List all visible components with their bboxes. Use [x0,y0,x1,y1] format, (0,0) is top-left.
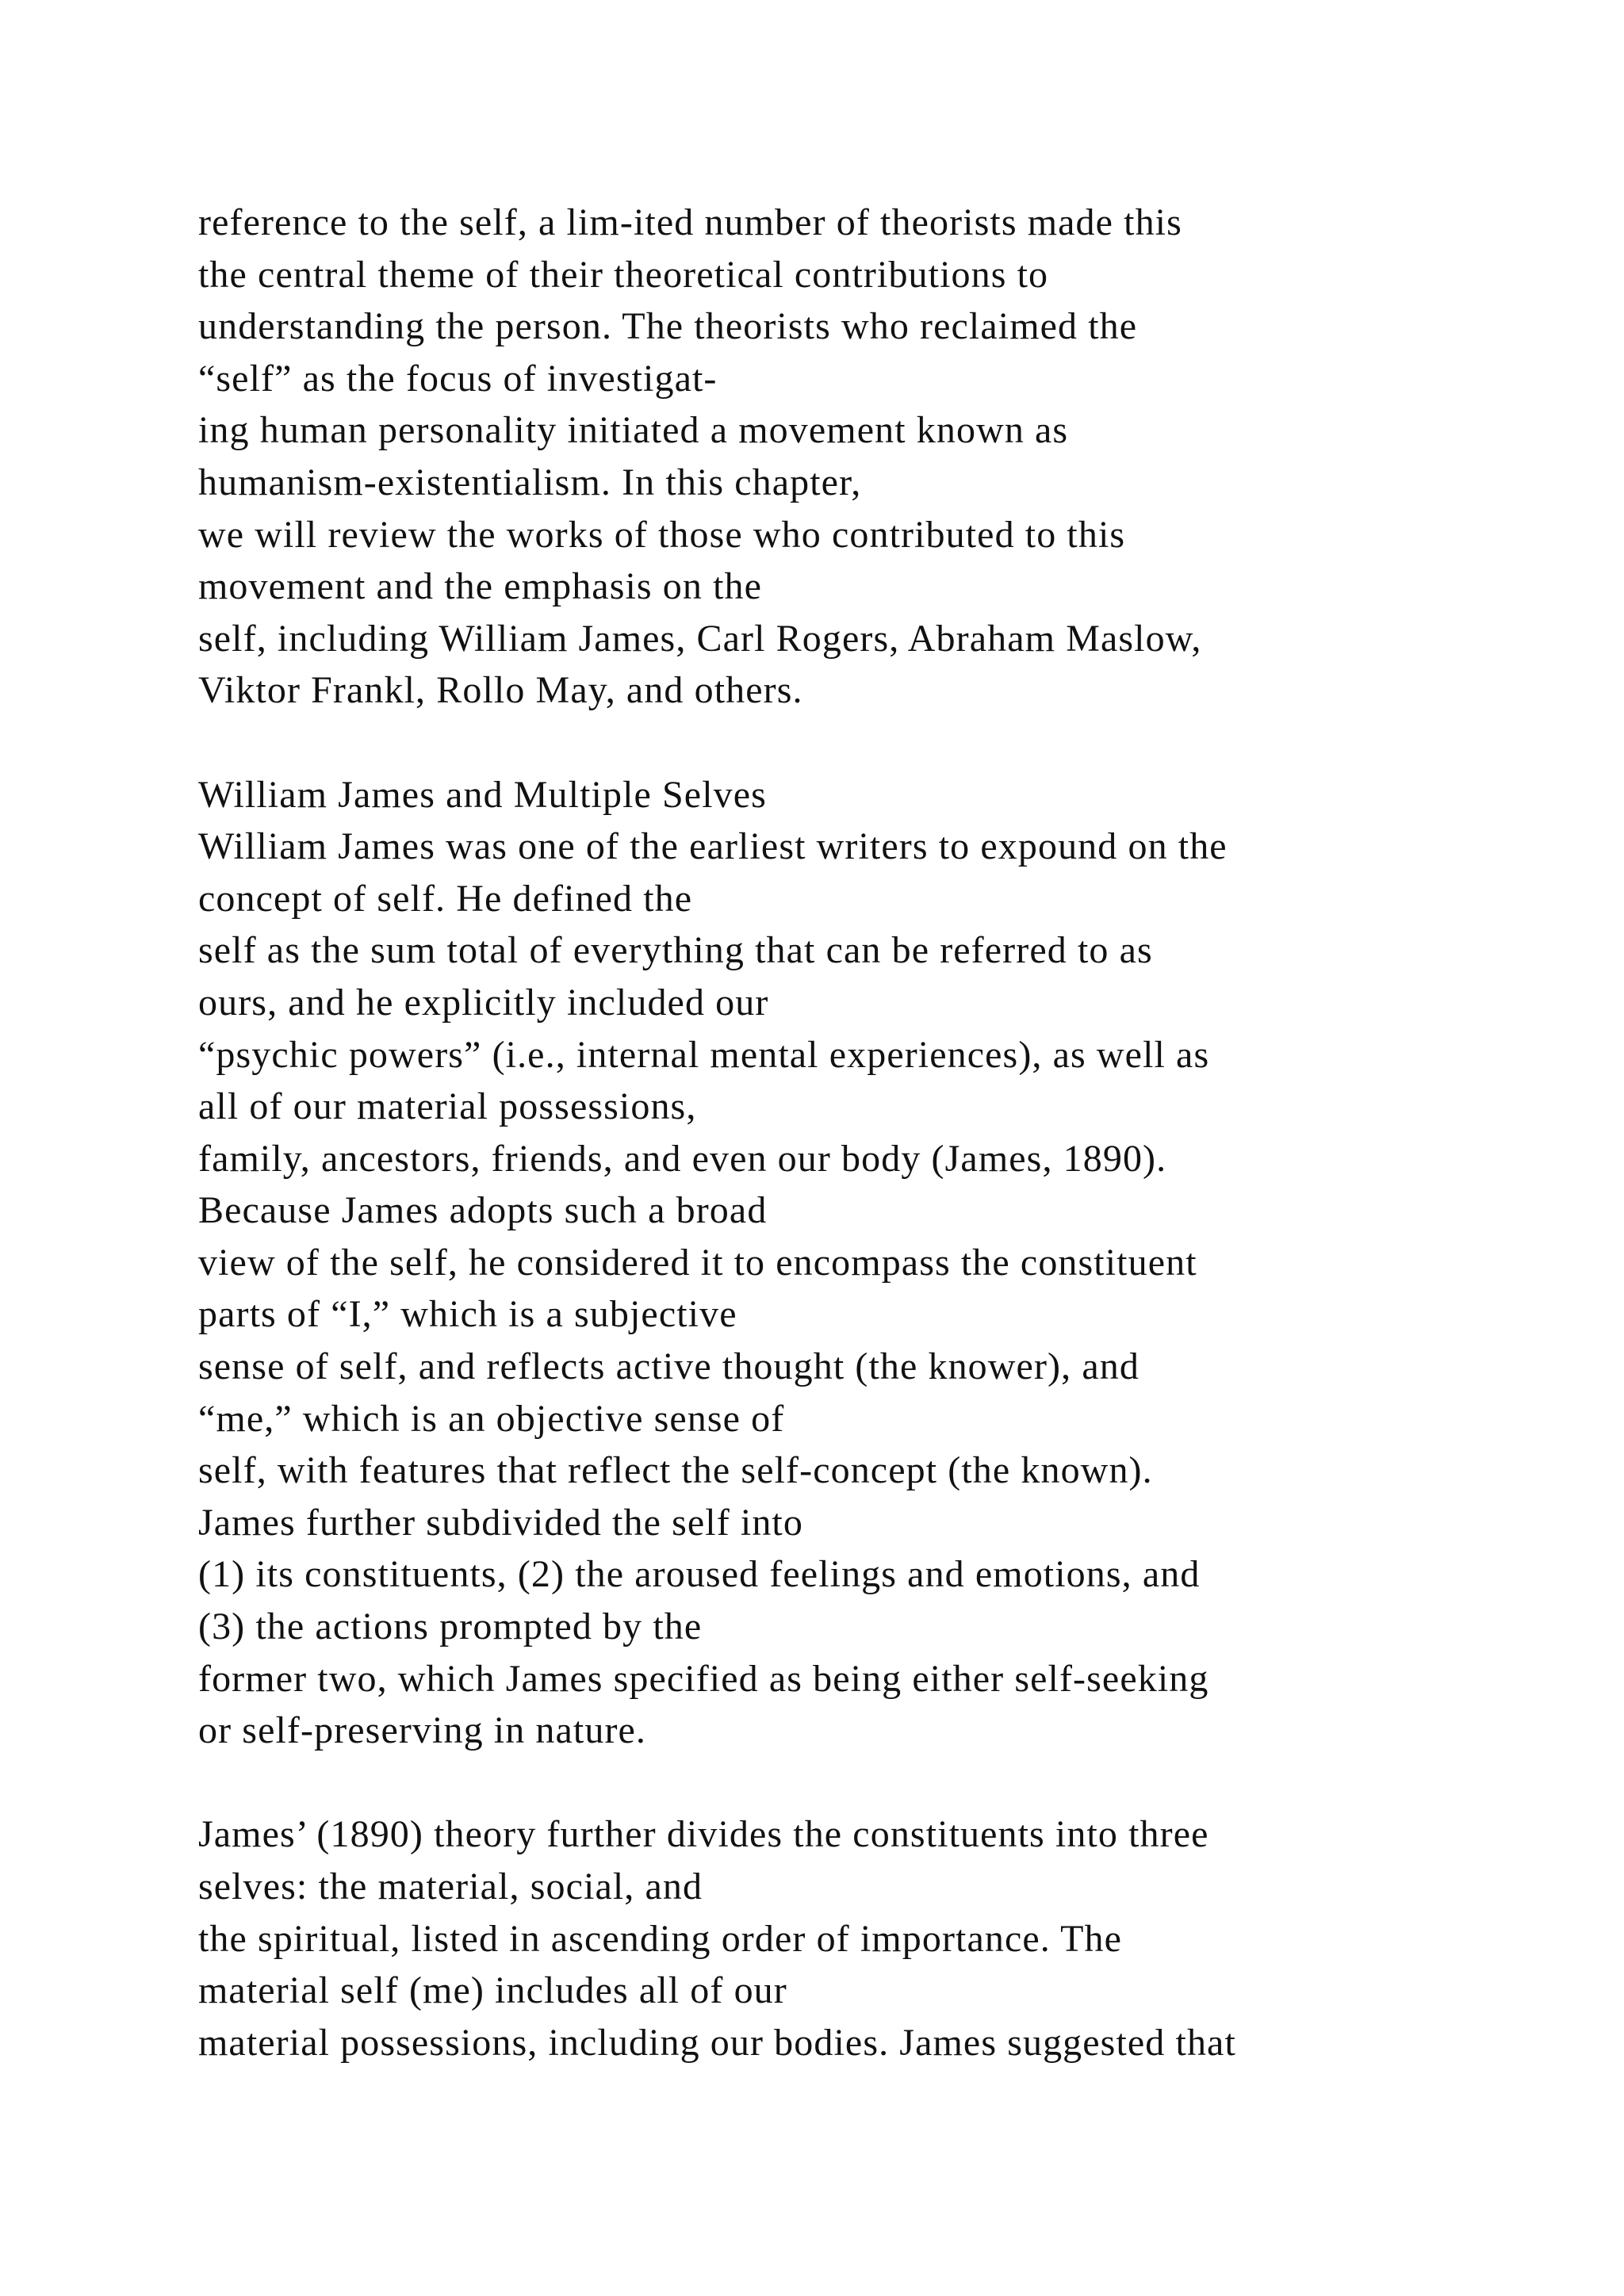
text-line: ours, and he explicitly included our [198,981,769,1024]
text-line: self, with features that reflect the self-concept (the known). [198,1449,1153,1492]
text-line: self, including William James, Carl Rogers, Abraham Maslow, [198,617,1202,660]
text-line: movement and the emphasis on the [198,565,763,608]
text-line: sense of self, and reflects active thought (the knower), and [198,1345,1139,1388]
text-line: parts of “I,” which is a subjective [198,1293,737,1336]
text-line: family, ancestors, friends, and even our body (James, 1890). [198,1137,1167,1180]
text-line: ing human personality initiated a movement known as [198,409,1069,452]
text-line: Because James adopts such a broad [198,1189,768,1232]
text-line: James’ (1890) theory further divides the constituents into three [198,1813,1209,1856]
text-line: humanism-existentialism. In this chapter, [198,461,862,503]
text-line: or self-preserving in nature. [198,1709,647,1752]
text-line: (1) its constituents, (2) the aroused feelings and emotions, and [198,1553,1201,1596]
text-line: material self (me) includes all of our [198,1969,787,2012]
text-line: James further subdivided the self into [198,1501,803,1544]
text-line: selves: the material, social, and [198,1866,703,1908]
text-line: concept of self. He defined the [198,877,693,920]
text-line: reference to the self, a lim-ited number of theorists made this [198,201,1182,243]
body-text [198,197,1610,2068]
text-line: “me,” which is an objective sense of [198,1397,785,1440]
text-line: view of the self, he considered it to encompass the constituent [198,1241,1197,1284]
text-line: material possessions, including our bodies. James suggested that [198,2021,1236,2064]
text-line: the central theme of their theoretical contributions to [198,253,1049,296]
text-line: all of our material possessions, [198,1085,697,1128]
text-line: William James was one of the earliest writers to expound on the [198,825,1228,868]
text-line: self as the sum total of everything that can be referred to as [198,929,1153,972]
blank-line [198,1757,1610,1809]
text-line: understanding the person. The theorists who reclaimed the [198,305,1138,348]
text-line: former two, which James specified as being either self-seeking [198,1657,1209,1700]
text-line: the spiritual, listed in ascending order of importance. The [198,1917,1123,1960]
text-line: (3) the actions prompted by the [198,1605,703,1648]
text-line: Viktor Frankl, Rollo May, and others. [198,669,803,712]
text-line: “psychic powers” (i.e., internal mental experiences), as well as [198,1033,1210,1076]
blank-line [198,717,1610,769]
section-heading: William James and Multiple Selves [198,773,767,816]
text-line: “self” as the focus of investigat- [198,357,718,400]
text-line: we will review the works of those who contributed to this [198,513,1126,556]
